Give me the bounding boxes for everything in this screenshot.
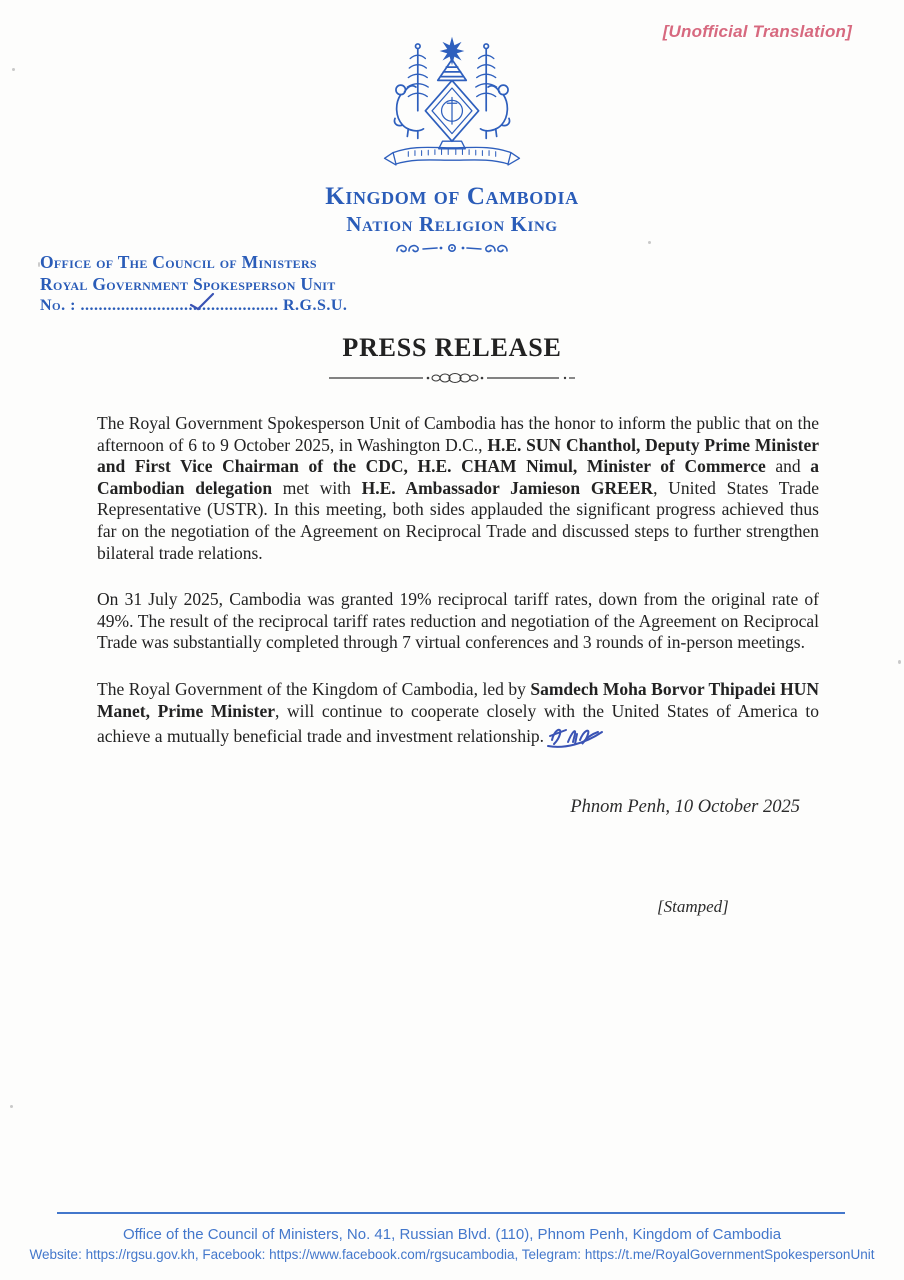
- press-release-title: PRESS RELEASE: [342, 333, 562, 362]
- letterhead-block: [40, 251, 347, 315]
- unit-name-line: Royal Government Spokesperson Unit: [40, 274, 336, 294]
- document-number-line: [40, 297, 347, 315]
- handwritten-initials-icon: [546, 722, 604, 750]
- royal-arms-emblem-icon: [376, 34, 528, 185]
- body-text: [97, 413, 819, 775]
- scan-speck: [12, 68, 15, 71]
- footer-address: Office of the Council of Ministers, No. 41, Russian Blvd. (110), Phnom Penh, Kingdom of Cambodia: [122, 1226, 782, 1243]
- kingdom-title: Kingdom of Cambodia: [325, 183, 579, 210]
- scan-speck: [38, 262, 40, 267]
- scan-speck: [648, 241, 651, 244]
- scan-speck: [898, 660, 901, 664]
- number-dots: ............................................: [80, 297, 279, 314]
- motto: Nation Religion King: [346, 212, 558, 236]
- number-suffix: R.G.S.U.: [278, 297, 348, 314]
- paragraph-3-text: The Royal Government of the Kingdom of Cambodia, led by Samdech Moha Borvor Thipadei HUN Manet, Prime Minister, will continue to cooperate closely with the United States of America to achieve a mutually beneficial trade and investment relationship.: [97, 678, 820, 747]
- number-prefix: No. :: [40, 297, 81, 314]
- dateline: Phnom Penh, 10 October 2025: [570, 797, 800, 817]
- footer-divider: [57, 1212, 845, 1214]
- paragraph-3: [97, 679, 819, 750]
- floral-scroll-divider-icon: [393, 241, 511, 262]
- paragraph-2: On 31 July 2025, Cambodia was granted 19% reciprocal tariff rates, down from the original rate of 49%. The result of the reciprocal tariff rates reduction and negotiation of the Agreement on Reciprocal Trade was substantially completed through 7 virtual conferences and 3 rounds of in-person meetings.: [97, 589, 819, 653]
- office-name-line: Office of The Council of Ministers: [40, 252, 317, 272]
- stamped-note: [Stamped]: [657, 897, 729, 916]
- paragraph-1: The Royal Government Spokesperson Unit of Cambodia has the honor to inform the public that on the afternoon of 6 to 9 October 2025, in Washington D.C., H.E. SUN Chanthol, Deputy Prime Minister and First Vice Chairman of the CDC, H.E. CHAM Nimul, Minister of Commerce and a Cambodian delegation met with H.E. Ambassador Jamieson GREER, United States Trade Representative (USTR). In this meeting, both sides applauded the significant progress achieved thus far on the negotiation of the Agreement on Reciprocal Trade and discussed steps to further strengthen bilateral trade relations.: [97, 413, 819, 563]
- handwritten-check-icon: [188, 291, 216, 313]
- scan-speck: [10, 1105, 13, 1108]
- ornamental-rule-icon: [327, 371, 577, 390]
- unofficial-translation-note: [Unofficial Translation]: [662, 22, 852, 41]
- footer-contacts: Website: https://rgsu.gov.kh, Facebook: https://www.facebook.com/rgsucambodia, Telegram: https://t.me/RoyalGovernmentSpokespersonUnit: [29, 1247, 875, 1262]
